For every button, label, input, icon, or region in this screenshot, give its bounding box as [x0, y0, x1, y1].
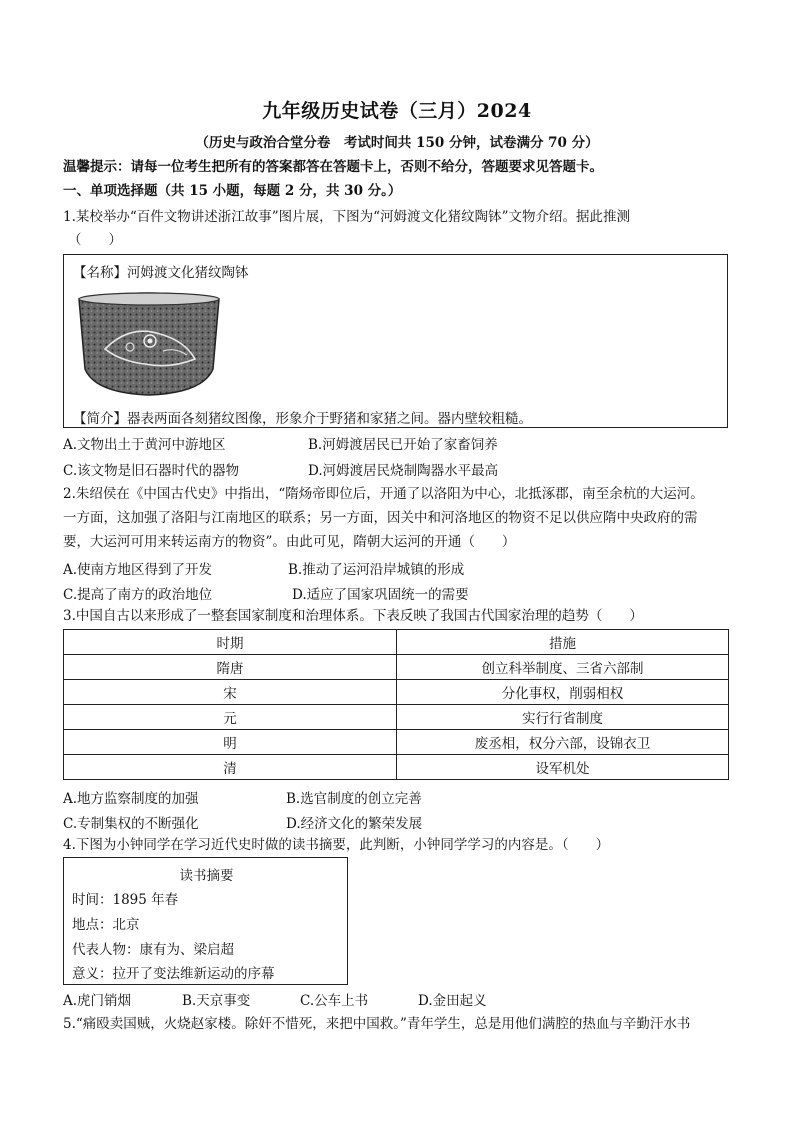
reading-notes-time: 时间：1895 年春 — [72, 892, 179, 908]
table-row — [64, 755, 729, 780]
artifact-intro: 【简介】器表两面各刻猪纹图像，形象介于野猪和家猪之间。器内壁较粗糙。 — [73, 411, 532, 427]
question-3-option-b: B.选官制度的创立完善 — [286, 791, 422, 807]
question-2-option-a: A.使南方地区得到了开发 — [63, 562, 213, 578]
question-1-option-c: C.该文物是旧石器时代的器物 — [63, 463, 240, 479]
table-cell: 明 — [64, 730, 397, 755]
question-2-option-d: D.适应了国家巩固统一的需要 — [292, 587, 469, 603]
question-3-option-a: A.地方监察制度的加强 — [63, 791, 199, 807]
question-2-stem-line1: 2.朱绍侯在《中国古代史》中指出，“隋炀帝即位后，开通了以洛阳为中心，北抵涿郡，南至余杭的大运河。 — [63, 486, 704, 502]
question-3-stem: 3.中国自古以来形成了一整套国家制度和治理体系。下表反映了我国古代国家治理的趋势（ ） — [63, 608, 643, 624]
table-row — [64, 680, 729, 705]
question-1-option-d: D.河姆渡居民烧制陶器水平最高 — [308, 463, 499, 479]
question-5-stem-line1: 5.“痛殴卖国贼，火烧赵家楼。除奸不惜死，来把中国救。”青年学生，总是用他们满腔的热血与辛勤汗水书 — [63, 1016, 691, 1032]
question-1-stem-line2: （ ） — [68, 232, 122, 248]
pottery-bowl-image — [75, 289, 223, 399]
section-heading: 一、单项选择题（共 15 小题，每题 2 分，共 30 分。） — [63, 183, 402, 199]
page-title: 九年级历史试卷（三月）2024 — [262, 100, 532, 122]
question-1-stem-line1: 1.某校举办“百件文物讲述浙江故事”图片展，下图为“河姆渡文化猪纹陶钵”文物介绍。据此推测 — [63, 209, 630, 225]
table-cell: 创立科举制度、三省六部制 — [397, 655, 729, 680]
table-row — [64, 730, 729, 755]
table-header-row — [64, 630, 729, 655]
table-cell: 实行行省制度 — [397, 705, 729, 730]
table-cell: 废丞相，权分六部，设锦衣卫 — [397, 730, 729, 755]
reading-notes-box — [63, 857, 348, 985]
reading-notes-meaning: 意义：拉开了变法维新运动的序幕 — [72, 966, 275, 982]
table-header-cell: 措施 — [397, 630, 729, 655]
table-cell: 分化事权，削弱相权 — [397, 680, 729, 705]
table-row — [64, 655, 729, 680]
table-cell: 隋唐 — [64, 655, 397, 680]
table-header-cell: 时期 — [64, 630, 397, 655]
table-cell: 清 — [64, 755, 397, 780]
question-2-option-c: C.提高了南方的政治地位 — [63, 587, 213, 603]
reading-notes-title: 读书摘要 — [179, 868, 234, 884]
page-subtitle: （历史与政治合堂分卷 考试时间共 150 分钟，试卷满分 70 分） — [195, 135, 599, 151]
artifact-name: 【名称】河姆渡文化猪纹陶钵 — [73, 265, 249, 281]
reading-notes-people: 代表人物：康有为、梁启超 — [72, 942, 234, 958]
question-1-option-b: B.河姆渡居民已开始了家畜饲养 — [308, 437, 498, 453]
table-cell: 设军机处 — [397, 755, 729, 780]
question-3-option-c: C.专制集权的不断强化 — [63, 816, 199, 832]
question-2-option-b: B.推动了运河沿岸城镇的形成 — [288, 562, 465, 578]
question-4-option-c: C.公车上书 — [300, 993, 369, 1009]
notice: 温馨提示：请每一位考生把所有的答案都答在答题卡上，否则不给分，答题要求见答题卡。 — [63, 159, 603, 175]
governance-table — [63, 629, 729, 780]
question-4-stem: 4.下图为小钟同学在学习近代史时做的读书摘要，此判断，小钟同学学习的内容是。（ ） — [63, 837, 610, 853]
table-cell: 元 — [64, 705, 397, 730]
question-1-option-a: A.文物出土于黄河中游地区 — [63, 437, 226, 453]
question-4-option-d: D.金田起义 — [418, 993, 487, 1009]
table-row — [64, 705, 729, 730]
reading-notes-place: 地点：北京 — [72, 917, 140, 933]
question-3-option-d: D.经济文化的繁荣发展 — [286, 816, 423, 832]
table-cell: 宋 — [64, 680, 397, 705]
question-2-stem-line2: 一方面，这加强了洛阳与江南地区的联系；另一方面，因关中和河洛地区的物资不足以供应隋中央政府的需 — [63, 510, 698, 526]
question-2-stem-line3: 要，大运河可用来转运南方的物资”。由此可见，隋朝大运河的开通（ ） — [63, 534, 516, 550]
question-4-option-a: A.虎门销烟 — [63, 993, 132, 1009]
artifact-info-box — [63, 254, 728, 428]
question-4-option-b: B.天京事变 — [182, 993, 251, 1009]
